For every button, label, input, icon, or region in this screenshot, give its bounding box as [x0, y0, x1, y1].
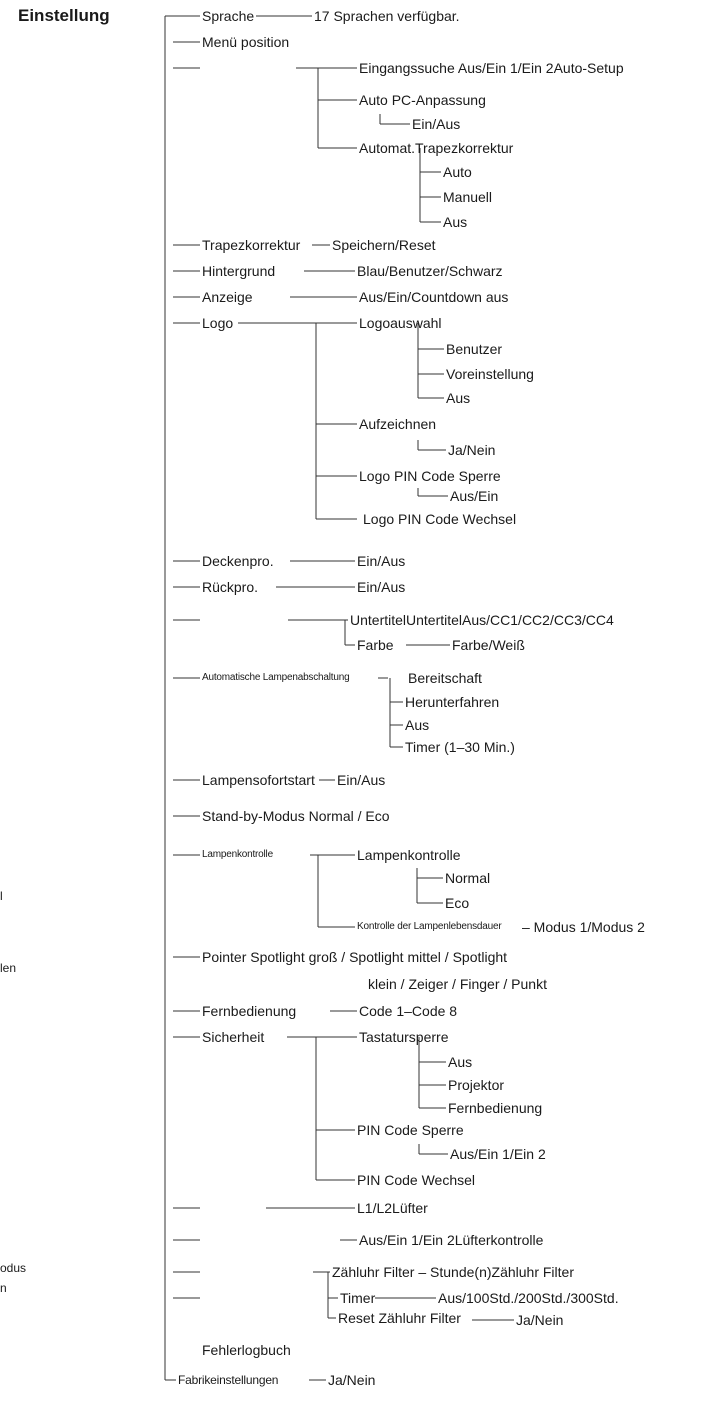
- item-lk-eco: Eco: [445, 895, 470, 911]
- item-sicherheit: Sicherheit: [202, 1029, 265, 1045]
- item-logoauswahl: Logoauswahl: [359, 315, 442, 331]
- item-bereitschaft: Bereitschaft: [408, 670, 482, 686]
- item-rueckpro-opts: Ein/Aus: [357, 579, 406, 595]
- item-tastatursperre: Tastatursperre: [359, 1029, 449, 1045]
- item-ts-fernbedienung: Fernbedienung: [448, 1100, 543, 1116]
- item-hintergrund: Hintergrund: [202, 263, 276, 279]
- item-anzeige-opts: Aus/Ein/Countdown aus: [359, 289, 509, 305]
- item-fabrik-opts: Ja/Nein: [328, 1372, 376, 1388]
- item-pointer-line2: klein / Zeiger / Finger / Punkt: [368, 976, 547, 992]
- margin-fragment-2: len: [0, 961, 17, 975]
- item-aufzeichnen: Aufzeichnen: [359, 416, 437, 432]
- item-automat-trapezkorrektur: Automat.Trapezkorrektur: [359, 140, 514, 156]
- item-farbe: Farbe: [357, 637, 394, 653]
- item-lampen-aus: Aus: [405, 717, 430, 733]
- item-ts-aus: Aus: [448, 1054, 473, 1070]
- item-timer: Timer: [340, 1290, 376, 1306]
- item-fernbedienung: Fernbedienung: [202, 1003, 297, 1019]
- item-logo-pin-wechsel: Logo PIN Code Wechsel: [363, 511, 517, 527]
- item-pin-sperre: PIN Code Sperre: [357, 1122, 464, 1138]
- item-pin-sperre-opts: Aus/Ein 1/Ein 2: [450, 1146, 546, 1162]
- item-lk-normal: Normal: [445, 870, 491, 886]
- item-lampenkontrolle: Lampenkontrolle: [202, 849, 273, 860]
- item-ts-projektor: Projektor: [448, 1077, 505, 1093]
- margin-fragment-4: n: [0, 1281, 7, 1295]
- item-lampensofort-opts: Ein/Aus: [337, 772, 386, 788]
- item-deckenpro-opts: Ein/Aus: [357, 553, 406, 569]
- item-aufzeichnen-opts: Ja/Nein: [448, 442, 496, 458]
- item-code-opts: Code 1–Code 8: [359, 1003, 458, 1019]
- item-lampensofortstart: Lampensofortstart: [202, 772, 315, 788]
- item-sprache: Sprache: [202, 8, 255, 24]
- item-hintergrund-opts: Blau/Benutzer/Schwarz: [357, 263, 503, 279]
- item-timer-min: Timer (1–30 Min.): [405, 739, 515, 755]
- item-auto-pc-anpassung: Auto PC-Anpassung: [359, 92, 486, 108]
- item-luefter: L1/L2Lüfter: [357, 1200, 428, 1216]
- item-logo-voreinstellung: Voreinstellung: [446, 366, 534, 382]
- item-lampenkontrolle-sub: Lampenkontrolle: [357, 847, 461, 863]
- item-logo-benutzer: Benutzer: [446, 341, 503, 357]
- item-logo-pin-sperre: Logo PIN Code Sperre: [359, 468, 501, 484]
- item-standby-modus: Stand-by-Modus Normal / Eco: [202, 808, 390, 824]
- item-eingangssuche: Eingangssuche Aus/Ein 1/Ein 2Auto-Setup: [359, 60, 624, 76]
- item-auto-lampenabschaltung: Automatische Lampenabschaltung: [202, 672, 350, 683]
- page-title: Einstellung: [18, 6, 110, 25]
- item-menue-position: Menü position: [202, 34, 290, 50]
- item-deckenpro: Deckenpro.: [202, 553, 274, 569]
- item-tk-aus: Aus: [443, 214, 468, 230]
- item-tk-auto: Auto: [443, 164, 472, 180]
- item-logo: Logo: [202, 315, 234, 331]
- item-anzeige: Anzeige: [202, 289, 253, 305]
- item-untertitel: UntertitelUntertitelAus/CC1/CC2/CC3/CC4: [350, 612, 614, 628]
- item-sprachen-verfuegbar: 17 Sprachen verfügbar.: [314, 8, 460, 24]
- item-kontrolle-lebensdauer: Kontrolle der Lampenlebensdauer: [357, 921, 502, 932]
- item-logo-aus: Aus: [446, 390, 471, 406]
- item-fabrikeinstellungen: Fabrikeinstellungen: [178, 1373, 279, 1387]
- item-fehlerlogbuch: Fehlerlogbuch: [202, 1342, 291, 1358]
- item-modus-opts: – Modus 1/Modus 2: [522, 919, 645, 935]
- item-trapezkorrektur: Trapezkorrektur: [202, 237, 301, 253]
- item-logo-pin-sperre-opts: Aus/Ein: [450, 488, 499, 504]
- item-timer-opts: Aus/100Std./200Std./300Std.: [438, 1290, 619, 1306]
- item-farbe-opts: Farbe/Weiß: [452, 637, 525, 653]
- item-reset-zaehluhr: Reset Zähluhr Filter: [338, 1310, 461, 1326]
- margin-fragment-3: odus: [0, 1261, 27, 1275]
- margin-fragment-1: l: [0, 889, 3, 903]
- item-speichern-reset: Speichern/Reset: [332, 237, 436, 253]
- item-herunterfahren: Herunterfahren: [405, 694, 500, 710]
- item-rueckpro: Rückpro.: [202, 579, 259, 595]
- item-luefterkontrolle: Aus/Ein 1/Ein 2Lüfterkontrolle: [359, 1232, 544, 1248]
- item-auto-pc-ein-aus: Ein/Aus: [412, 116, 461, 132]
- item-pointer-line1: Pointer Spotlight groß / Spotlight mittel / Spotlight: [202, 949, 508, 965]
- item-reset-opts: Ja/Nein: [516, 1312, 564, 1328]
- item-zaehluhr-filter: Zähluhr Filter – Stunde(n)Zähluhr Filter: [332, 1264, 574, 1280]
- item-pin-wechsel: PIN Code Wechsel: [357, 1172, 476, 1188]
- item-tk-manuell: Manuell: [443, 189, 493, 205]
